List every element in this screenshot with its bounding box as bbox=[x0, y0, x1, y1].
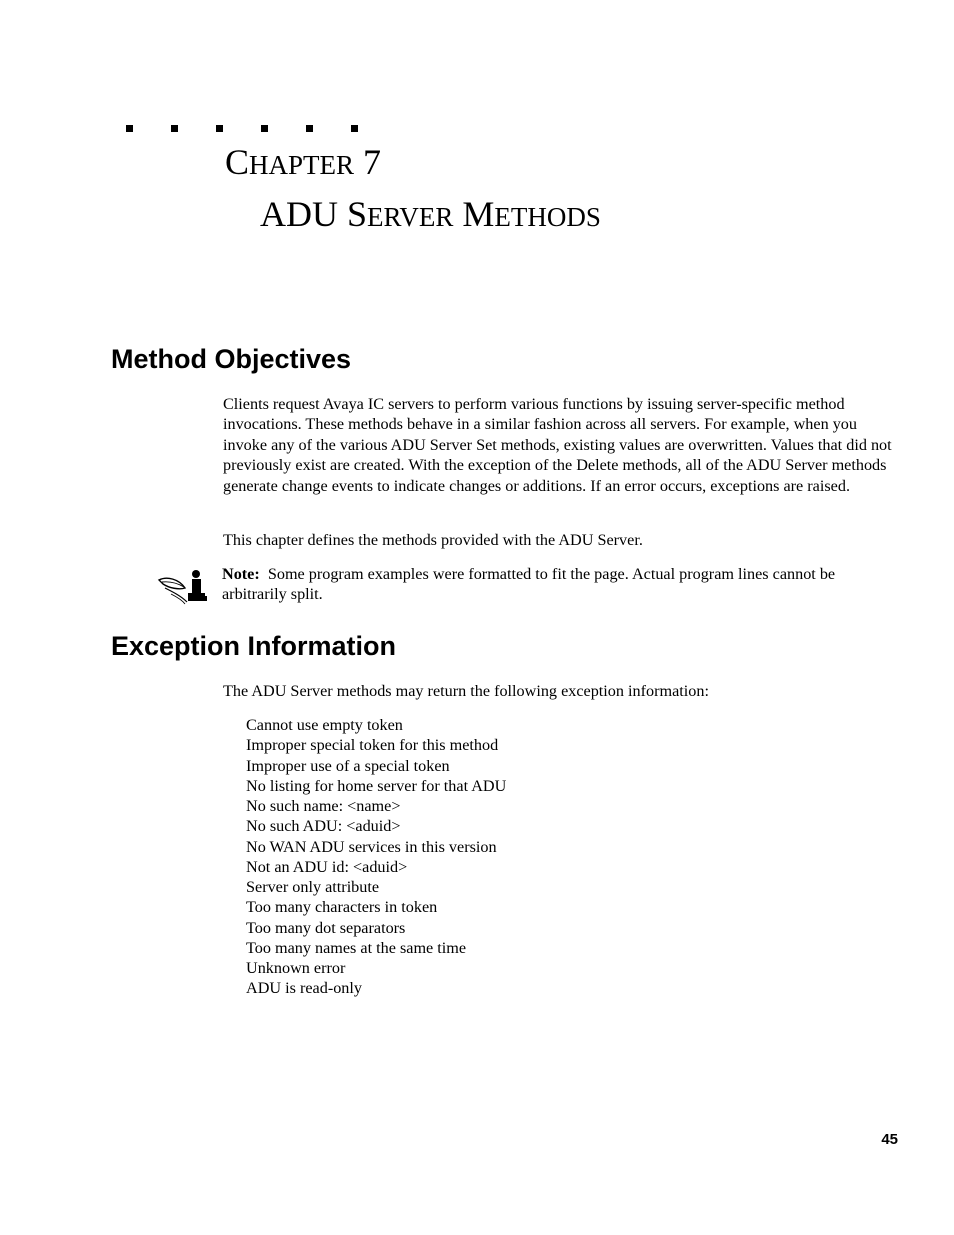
exception-item: Unknown error bbox=[246, 959, 346, 977]
exception-item: No such ADU: <aduid> bbox=[246, 817, 401, 836]
exception-item: Improper special token for this method bbox=[246, 736, 499, 755]
note-label: Note: bbox=[222, 565, 260, 583]
chapter-label bbox=[225, 140, 381, 187]
title-word-1: ADU bbox=[260, 194, 338, 234]
section-heading-method-objectives: Method Objectives bbox=[111, 344, 352, 374]
note-pen-icon bbox=[157, 566, 209, 606]
decoration-dot bbox=[171, 125, 178, 132]
exception-item: Too many names at the same time bbox=[246, 938, 467, 957]
title-word-2-rest: ERVER bbox=[367, 202, 454, 232]
decoration-dot bbox=[126, 125, 133, 132]
chapter-decoration-dots bbox=[126, 125, 366, 135]
exception-item: Too many characters in token bbox=[246, 898, 438, 917]
title-word-3-rest: ETHODS bbox=[494, 202, 601, 232]
exception-item: No such name: <name> bbox=[246, 797, 401, 815]
title-word-2-initial: S bbox=[347, 194, 368, 234]
exception-item: No WAN ADU services in this version bbox=[246, 837, 497, 856]
exception-list bbox=[246, 715, 506, 999]
exception-item: Too many dot separators bbox=[246, 918, 406, 937]
exceptions-intro: The ADU Server methods may return the following exception information: bbox=[223, 682, 709, 700]
section-heading-exception-information: Exception Information bbox=[111, 631, 397, 661]
decoration-dot bbox=[306, 125, 313, 132]
chapter-summary-paragraph: This chapter defines the methods provided with the ADU Server. bbox=[223, 531, 643, 549]
decoration-dot bbox=[216, 125, 223, 132]
decoration-dot bbox=[261, 125, 268, 132]
exception-item: ADU is read-only bbox=[246, 979, 362, 998]
exception-item: No listing for home server for that ADU bbox=[246, 776, 507, 795]
exception-item: Not an ADU id: <aduid> bbox=[246, 857, 408, 876]
exception-item: Server only attribute bbox=[246, 878, 380, 896]
exception-item: Improper use of a special token bbox=[246, 756, 450, 775]
chapter-label-initial: C bbox=[225, 142, 250, 182]
objectives-paragraph: Clients request Avaya IC servers to perform various functions by issuing server-specific method invocations. These methods behave in a similar fashion across all servers. For example, when you invoke any of the various ADU Server Set methods, existing values are overwritten. Values that did not previously exist are created. With the exception of the Delete methods, all of the ADU Server methods generate change events to indicate changes or additions. If an error occurs, exceptions are raised. bbox=[223, 395, 892, 495]
chapter-title bbox=[260, 192, 601, 239]
note-text: Some program examples were formatted to fit the page. Actual program lines cannot be arbitrarily split. bbox=[222, 565, 836, 604]
chapter-label-rest: HAPTER bbox=[249, 150, 355, 180]
page-number: 45 bbox=[881, 1131, 898, 1148]
note-paragraph bbox=[222, 564, 897, 605]
chapter-number: 7 bbox=[363, 142, 382, 182]
exception-item: Cannot use empty token bbox=[246, 716, 403, 734]
decoration-dot bbox=[351, 125, 358, 132]
title-word-3-initial: M bbox=[462, 194, 495, 234]
